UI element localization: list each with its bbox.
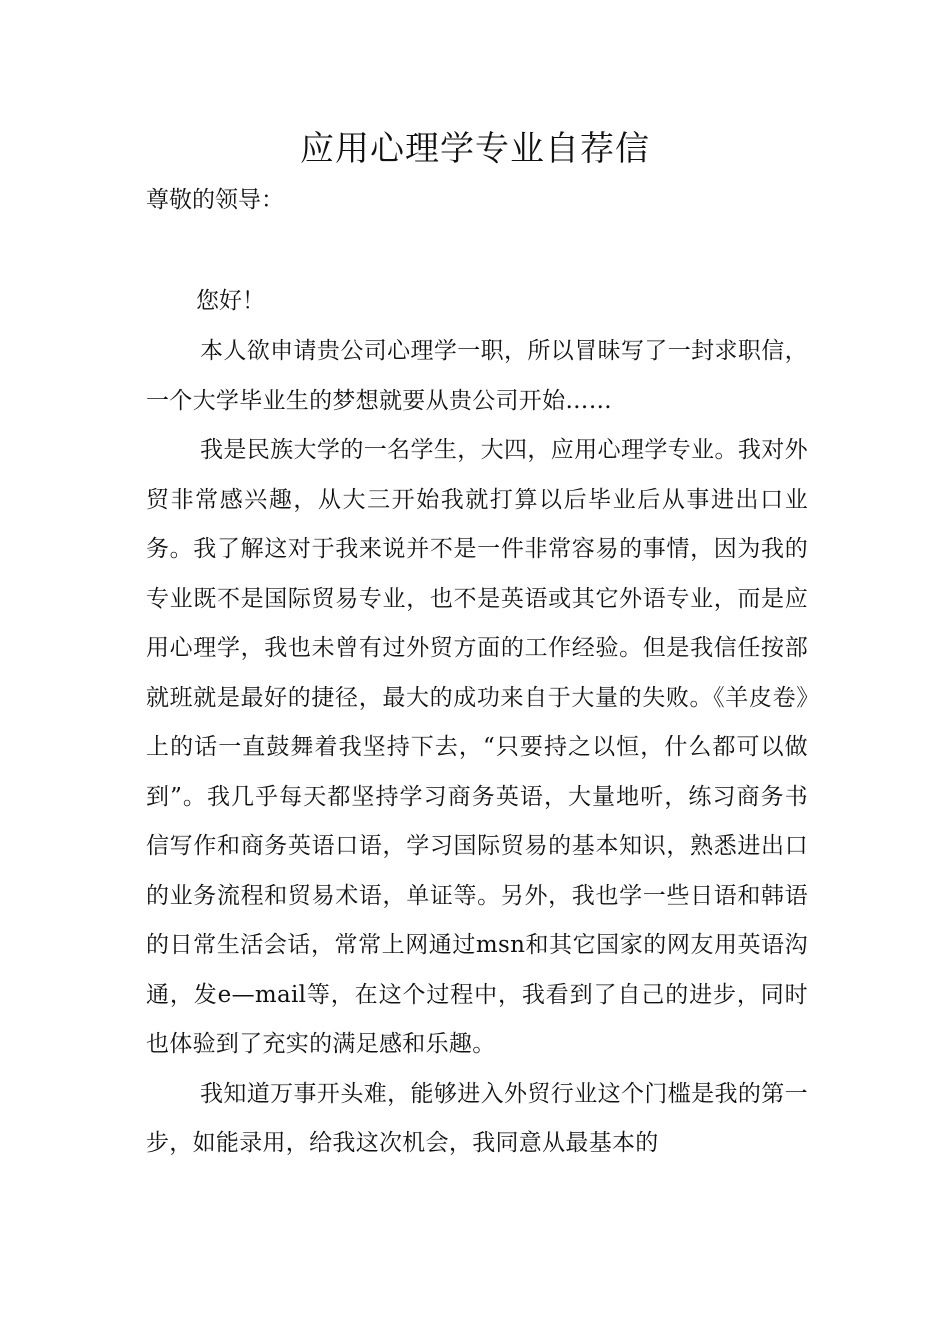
paragraph-intro: 本人欲申请贵公司心理学一职，所以冒昧写了一封求职信，一个大学毕业生的梦想就要从贵公司开始…… [146, 338, 808, 414]
document-title: 应用心理学专业自荐信 [300, 129, 650, 169]
paragraph-commitment: 我知道万事开头难，能够进入外贸行业这个门槛是我的第一步，如能录用，给我这次机会，我同意从最基本的 [146, 1080, 808, 1156]
greeting: 您好！ [196, 288, 265, 314]
paragraph-background: 我是民族大学的一名学生，大四，应用心理学专业。我对外贸非常感兴趣，从大三开始我就打算以后毕业后从事进出口业务。我了解这对于我来说并不是一件非常容易的事情，因为我的专业既不是国际贸易专业，也不是英语或其它外语专业，而是应用心理学，我也未曾有过外贸方面的工作经验。但是我信任按部就班就是最好的捷径，最大的成功来自于大量的失败。《羊皮卷》上的话一直鼓舞着我坚持下去，“只要持之以恒，什么都可以做到”。我几乎每天都坚持学习商务英语，大量地听，练习商务书信写作和商务英语口语，学习国际贸易的基本知识，熟悉进出口的业务流程和贸易术语，单证等。另外，我也学一些日语和韩语的日常生活会话，常常上网通过msn和其它国家的网友用英语沟通，发e—mail等，在这个过程中，我看到了自己的进步，同时也体验到了充实的满足感和乐趣。 [146, 437, 808, 1057]
letter-body [146, 327, 808, 1169]
salutation: 尊敬的领导： [146, 187, 284, 213]
